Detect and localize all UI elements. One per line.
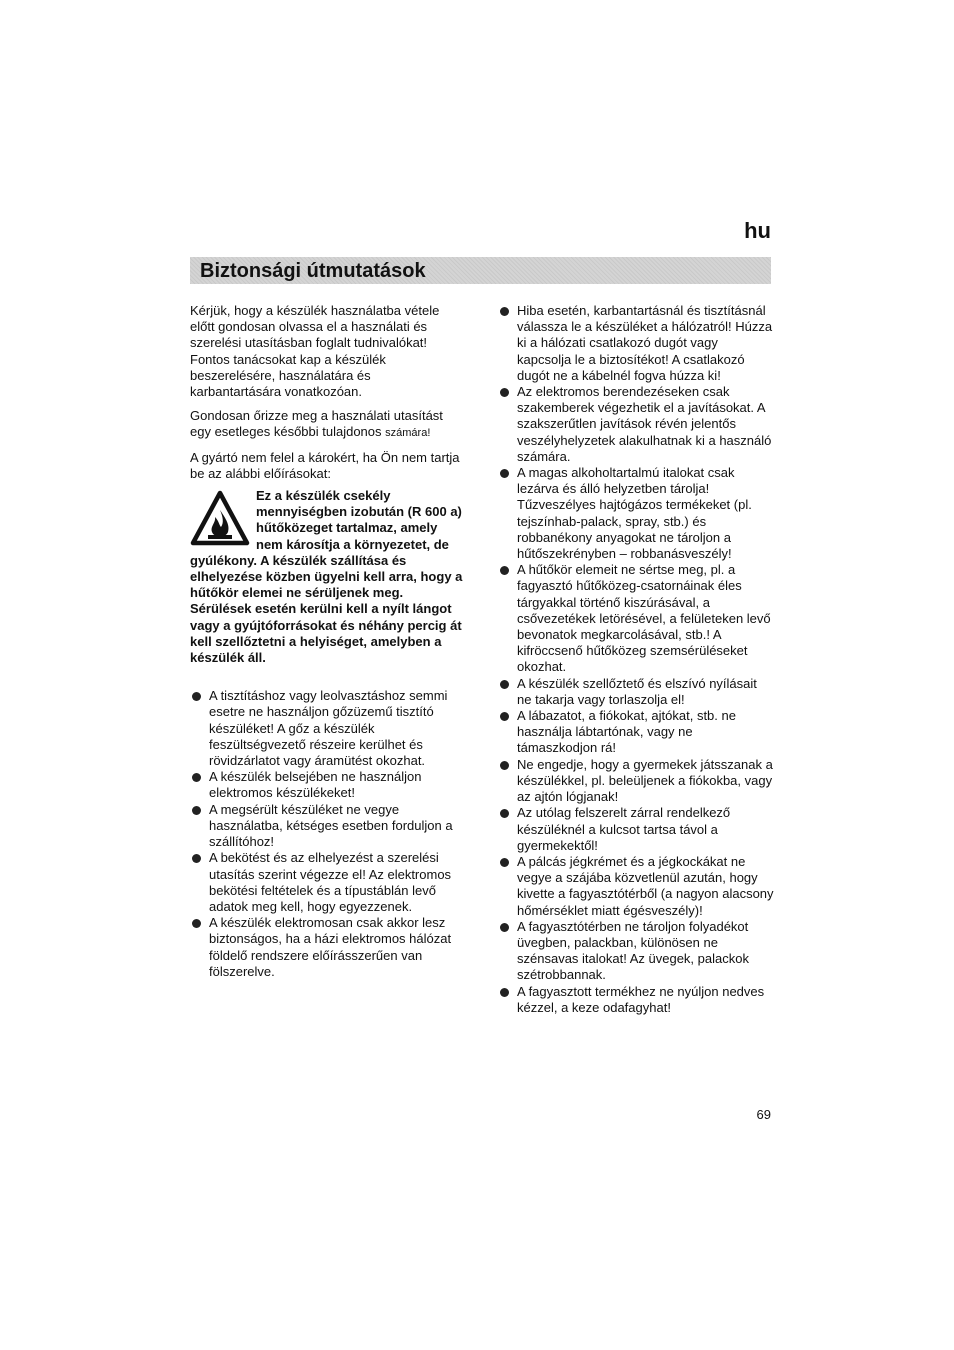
list-item: A bekötést és az elhelyezést a szerelési utasítás szerint végezze el! Az elektromos bekötési feltételek és a típustáblán levő adatok meg kell, hogy egyezzenek. [190, 850, 465, 915]
list-item: A magas alkoholtartalmú italokat csak lezárva és álló helyzetben tárolja! Tűzveszélyes hajtógázos termékeket (pl. tejszínhab-palack, spray, stb.) és robbanékony anyagokat ne tároljon a hűtőszekrényben – robbanásveszély! [498, 465, 774, 562]
intro-paragraph-3: A gyártó nem felel a károkért, ha Ön nem tartja be az alábbi előírásokat: [190, 449, 460, 481]
list-item: A megsérült készüléket ne vegye használatba, kétséges esetben forduljon a szállítóhoz! [190, 802, 465, 851]
list-item: A pálcás jégkrémet és a jégkockákat ne vegye a szájába közvetlenül azután, hogy kivette a fagyasztótérből (a nagyon alacsony hőmérséklet miatt égésveszély)! [498, 854, 774, 919]
list-item: Az utólag felszerelt zárral rendelkező készüléknél a kulcsot tartsa távol a gyermekektől! [498, 805, 774, 854]
right-bullet-list [498, 303, 774, 1016]
list-item: A fagyasztótérben ne tároljon folyadékot üvegben, palackban, különösen ne szénsavas italokat! Az üvegek, palackok szétrobbannak. [498, 919, 774, 984]
left-bullet-list [190, 688, 465, 980]
right-column [498, 303, 774, 1016]
list-item: Az elektromos berendezéseken csak szakemberek végezhetik el a javításokat. A szakszerűtlen javítások révén jelentős veszélyhelyzetek alakulhatnak ki a használó számára. [498, 384, 774, 465]
flammable-warning-icon [190, 490, 250, 546]
section-title-bar [190, 257, 771, 284]
intro-paragraph-1: Kérjük, hogy a készülék használatba vétele előtt gondosan olvassa el a használati és szerelési utasításban foglalt tudnivalókat! Fontos tanácsokat kap a készülék beszerelésére, használatára és karbantartására vonatkozóan. [190, 303, 440, 400]
list-item: A fagyasztott termékhez ne nyúljon nedves kézzel, a keze odafagyhat! [498, 984, 774, 1016]
list-item: A lábazatot, a fiókokat, ajtókat, stb. ne használja lábtartónak, vagy ne támaszkodjon rá! [498, 708, 774, 757]
intro-paragraph-2 [190, 408, 465, 441]
list-item: Hiba esetén, karbantartásnál és tisztításnál válassza le a készüléket a hálózatról! Húzza ki a hálózati csatlakozó dugót vagy kapcsolja le a biztosítékot! A csatlakozó dugót ne a kábelnél fogva húzza ki! [498, 303, 774, 384]
list-item: A készülék belsejében ne használjon elektromos készülékeket! [190, 769, 465, 801]
intro-paragraph-2-small: számára! [385, 427, 431, 440]
flammable-warning-block [190, 488, 465, 666]
list-item: A készülék szellőztető és elszívó nyílásait ne takarja vagy torlaszolja el! [498, 676, 774, 708]
list-item: A hűtőkör elemeit ne sértse meg, pl. a fagyasztó hűtőközeg-csatornáinak éles tárgyakkal történő kiszúrásával, a csővezetékek letörésével, a felületeken levő bevonatok megkarcolásával, stb.! A kifröccsenő hűtőközeg szemsérüléseket okozhat. [498, 562, 774, 675]
left-column [190, 303, 465, 980]
list-item: A készülék elektromosan csak akkor lesz biztonságos, ha a házi elektromos hálózat földelő rendszere előírásszerűen van fölszerelve. [190, 915, 465, 980]
list-item: Ne engedje, hogy a gyermekek játsszanak a készülékkel, pl. beleüljenek a fiókokba, vagy az ajtón lógjanak! [498, 757, 774, 806]
intro-paragraph-2-text: Gondosan őrizze meg a használati utasítást egy esetleges későbbi tulajdonos [190, 408, 443, 440]
language-code: hu [744, 218, 771, 243]
warning-text: Ez a készülék csekély mennyiségben izobután (R 600 a) hűtőközeget tartalmaz, amely nem károsítja a környezetet, de gyúlékony. A készülék szállítása és elhelyezése közben ügyelni kell arra, hogy a hűtőkör elemei ne sérüljenek meg. Sérülések esetén kerülni kell a nyílt lángot vagy a gyújtóforrásokat és néhány percig át kell szellőztetni a helyiséget, amelyben a készülék áll. [190, 488, 463, 666]
page-number: 69 [756, 1107, 771, 1122]
list-item: A tisztításhoz vagy leolvasztáshoz semmi esetre ne használjon gőzüzemű tisztító készüléket! A gőz a készülék feszültségvezető részeire kerülhet és rövidzárlatot vagy áramütést okozhat. [190, 688, 465, 769]
section-title: Biztonsági útmutatások [200, 260, 426, 282]
